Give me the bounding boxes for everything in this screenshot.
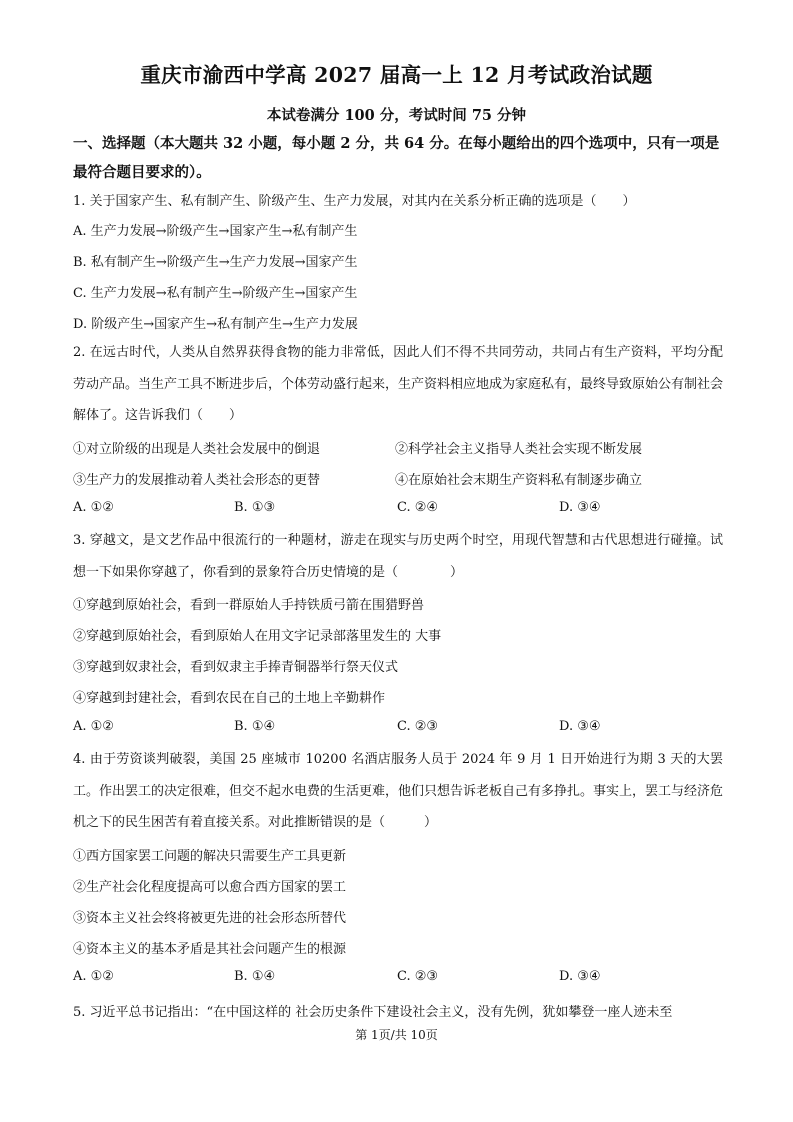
question-3-statement-2: ②穿越到原始社会，看到原始人在用文字记录部落里发生的 大事 <box>73 629 442 644</box>
question-3-option-a: A. ①② <box>73 719 114 734</box>
question-4-stem: 4. 由于劳资谈判破裂，美国 25 座城市 10200 名酒店服务人员于 2024 年 9 月 1 日开始进行为期 3 天的大罢工。作出罢工的决定很难，但交不起水电费的生活更难，他们只想告诉老板自己有多挣扎。事实上，罢工与经济危机之下的民生困苦有着直接关系。对此推断错误的是（ ） <box>73 752 724 830</box>
question-1-option-a: A. 生产力发展→阶级产生→国家产生→私有制产生 <box>73 224 358 239</box>
question-2-option-c: C. ②④ <box>397 500 439 515</box>
exam-subtitle: 本试卷满分 100 分，考试时间 75 分钟 <box>266 107 527 124</box>
question-2-statement-3: ③生产力的发展推动着人类社会形态的更替 <box>73 473 321 488</box>
question-2-option-d: D. ③④ <box>559 500 601 515</box>
question-3-option-d: D. ③④ <box>559 719 601 734</box>
question-2-option-a: A. ①② <box>73 500 114 515</box>
question-2-statement-2: ②科学社会主义指导人类社会实现不断发展 <box>395 442 643 457</box>
question-1-option-c: C. 生产力发展→私有制产生→阶级产生→国家产生 <box>73 286 358 301</box>
question-1-stem: 1. 关于国家产生、私有制产生、阶级产生、生产力发展，对其内在关系分析正确的选项是（ ） <box>73 194 636 209</box>
question-4-option-c: C. ②③ <box>397 969 439 984</box>
page-number: 第 1页/共 10页 <box>355 1028 438 1042</box>
question-4-statement-2: ②生产社会化程度提高可以愈合西方国家的罢工 <box>73 880 347 895</box>
question-3-statement-4: ④穿越到封建社会，看到农民在自己的土地上辛勤耕作 <box>73 691 386 706</box>
question-4-option-b: B. ①④ <box>234 969 276 984</box>
question-4-statement-3: ③资本主义社会终将被更先进的社会形态所替代 <box>73 911 347 926</box>
question-2-stem: 2. 在远古时代，人类从自然界获得食物的能力非常低，因此人们不得不共同劳动，共同占有生产资料，平均分配劳动产品。当生产工具不断进步后，个体劳动盛行起来，生产资料相应地成为家庭私有，最终导致原始公有制社会解体了。这告诉我们（ ） <box>73 345 724 423</box>
question-1-option-d: D. 阶级产生→国家产生→私有制产生→生产力发展 <box>73 317 358 332</box>
question-3-statement-1: ①穿越到原始社会，看到一群原始人手持铁质弓箭在围猎野兽 <box>73 598 425 613</box>
question-2-statement-1: ①对立阶级的出现是人类社会发展中的倒退 <box>73 442 321 457</box>
question-3-option-b: B. ①④ <box>234 719 276 734</box>
question-2-option-b: B. ①③ <box>234 500 276 515</box>
question-5-stem: 5. 习近平总书记指出：“在中国这样的 社会历史条件下建设社会主义，没有先例，犹如攀登一座人迹未至 <box>73 1005 673 1020</box>
question-3-statement-3: ③穿越到奴隶社会，看到奴隶主手捧青铜器举行祭天仪式 <box>73 660 399 675</box>
question-2-statement-4: ④在原始社会末期生产资料私有制逐步确立 <box>395 473 643 488</box>
question-4-statement-4: ④资本主义的基本矛盾是其社会问题产生的根源 <box>73 942 347 957</box>
question-4-option-a: A. ①② <box>73 969 114 984</box>
exam-title: 重庆市渝西中学高 2027 届高一上 12 月考试政治试题 <box>140 63 653 87</box>
question-4-statement-1: ①西方国家罢工问题的解决只需要生产工具更新 <box>73 849 347 864</box>
question-3-option-c: C. ②③ <box>397 719 439 734</box>
question-3-stem: 3. 穿越文，是文艺作品中很流行的一种题材，游走在现实与历史两个时空，用现代智慧和古代思想进行碰撞。试想一下如果你穿越了，你看到的景象符合历史情境的是（ ） <box>73 533 723 580</box>
question-1-option-b: B. 私有制产生→阶级产生→生产力发展→国家产生 <box>73 255 358 270</box>
question-4-option-d: D. ③④ <box>559 969 601 984</box>
section-heading: 一、选择题（本大题共 32 小题，每小题 2 分，共 64 分。在每小题给出的四个选项中，只有一项是最符合题目要求的）。 <box>73 135 720 181</box>
